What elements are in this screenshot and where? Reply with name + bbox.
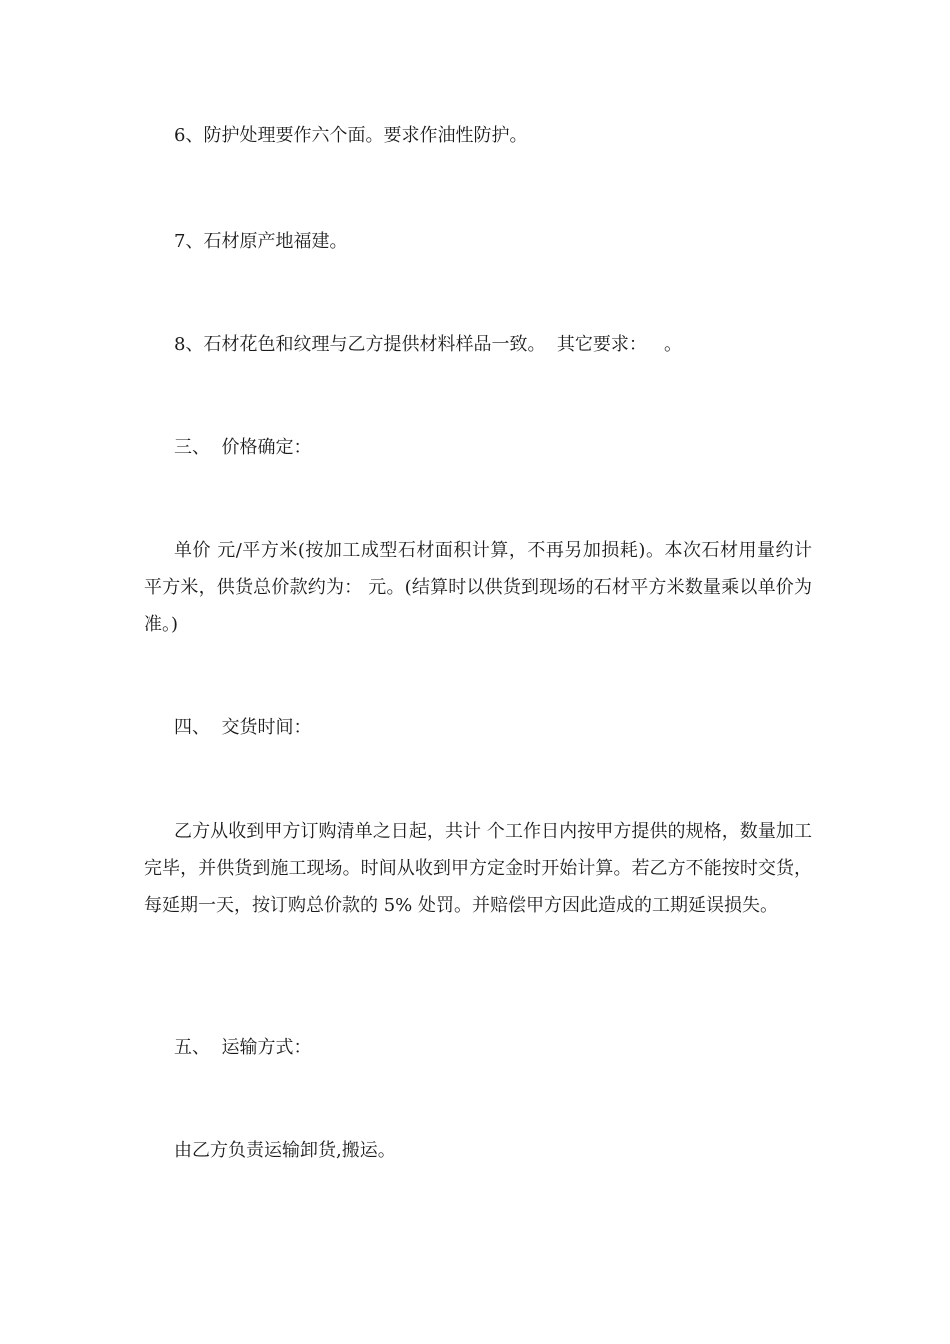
- requirement-item-8: 8、石材花色和纹理与乙方提供材料样品一致。 其它要求： 。: [174, 334, 683, 355]
- section-body-transport: 由乙方负责运输卸货,搬运。: [174, 1140, 396, 1161]
- requirement-item-6: 6、防护处理要作六个面。要求作油性防护。: [174, 125, 528, 146]
- section-body-delivery-time: 乙方从收到甲方订购清单之日起，共计 个工作日内按甲方提供的规格，数量加工完毕，并供货到施工现场。时间从收到甲方定金时开始计算。若乙方不能按时交货，每延期一天，按订购总价款的 5% 处罚。并赔偿甲方因此造成的工期延误损失。: [144, 821, 812, 916]
- section-heading-transport: 五、 运输方式：: [174, 1037, 312, 1058]
- section-heading-delivery-time: 四、 交货时间：: [174, 717, 312, 738]
- section-body-price: 单价 元/平方米(按加工成型石材面积计算，不再另加损耗)。本次石材用量约计 平方米，供货总价款约为： 元。(结算时以供货到现场的石材平方米数量乘以单价为准。): [144, 540, 812, 635]
- requirement-item-7: 7、石材原产地福建。: [174, 231, 348, 252]
- section-heading-price: 三、 价格确定：: [174, 437, 312, 458]
